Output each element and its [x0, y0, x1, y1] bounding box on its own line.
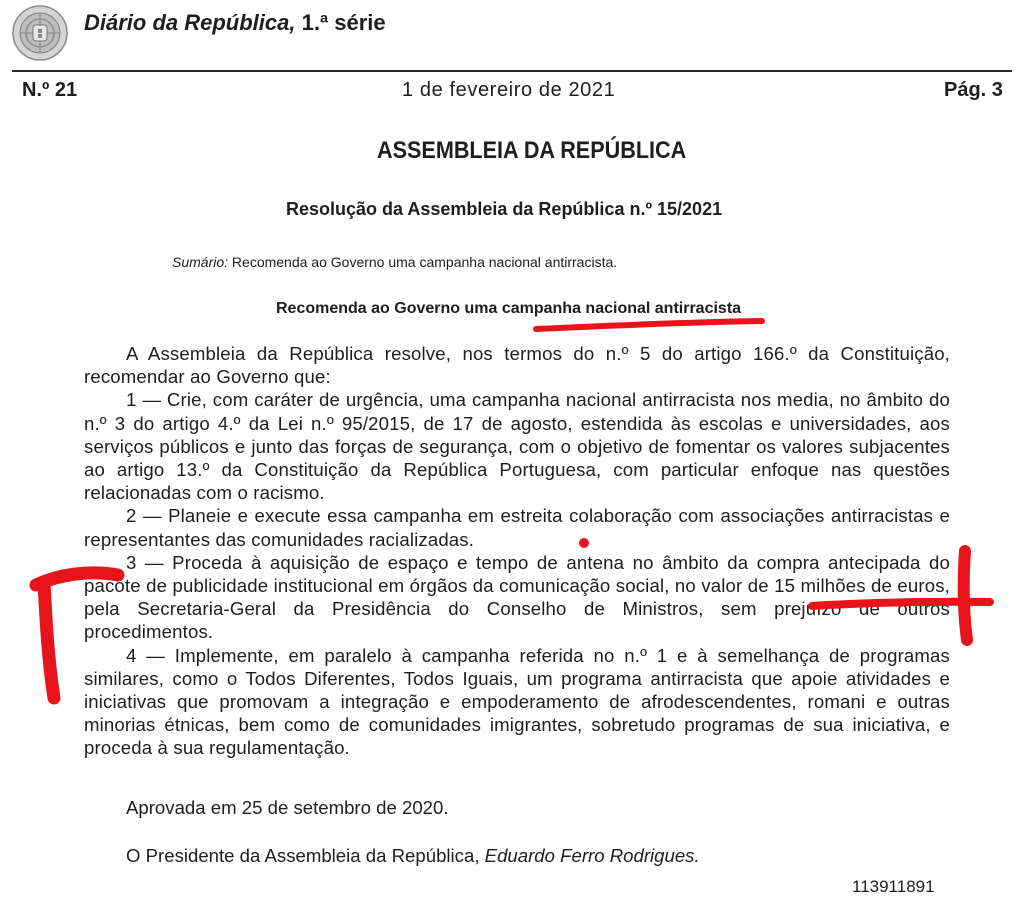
issuing-body-heading: ASSEMBLEIA DA REPÚBLICA — [377, 137, 687, 164]
clause-4: 4 — Implemente, em paralelo à campanha referida no n.º 1 e à semelhança de programas similares, como o Todos Diferentes, Todos Iguais, um programa antirracista que apoie atividades e iniciativas que promovam a integração e empoderamento de afrodescendentes, romani e outras minorias étnicas, bem como de comunidades imigrantes, sobretudo programas de sua iniciativa, e proceda à sua regulamentação. — [84, 644, 950, 759]
resolution-title: Resolução da Assembleia da República n.º 15/2021 — [286, 199, 723, 219]
summary — [172, 254, 617, 270]
journal-title — [84, 10, 386, 36]
cross-mark-vertical — [964, 551, 967, 640]
publication-date: 1 de fevereiro de 2021 — [402, 79, 616, 101]
signature-line — [126, 845, 700, 867]
issue-number: N.º 21 — [22, 79, 78, 101]
resolution-subtitle: Recomenda ao Governo uma campanha nacional antirracista — [276, 300, 742, 317]
document-id: 113911891 — [852, 877, 935, 896]
clause-2: 2 — Planeie e execute essa campanha em estreita colaboração com associações antirracistas e representantes das comunidades racializadas. — [84, 505, 950, 550]
underline-campanha — [536, 321, 762, 329]
clause-1: 1 — Crie, com caráter de urgência, uma campanha nacional antirracista nos media, no âmbito do n.º 3 do artigo 4.º da Lei n.º 95/2015, de 17 de agosto, estendida às escolas e universidades, aos serviços públicos e junto das forças de segurança, com o objetivo de fomentar os valores subjacentes ao artigo 13.º da Constituição da República Portuguesa, com particular enfoque nas questões relacionadas com o racismo. — [84, 389, 950, 504]
clause-3: 3 — Proceda à aquisição de espaço e tempo de antena no âmbito da compra antecipada do pacote de publicidade institucional em órgãos da comunicação social, no valor de 15 milhões de euros, pela Secretaria-Geral da Presidência do Conselho de Ministros, sem prejuízo de outros procedimentos. — [84, 551, 950, 643]
summary-label: Sumário: — [172, 254, 229, 270]
hook-mark-vertical — [44, 583, 54, 698]
page-number: Pág. 3 — [944, 79, 1003, 101]
journal-series: 1.ª série — [301, 10, 386, 35]
republic-seal-logo — [12, 5, 68, 61]
resolution-body — [84, 342, 950, 760]
journal-name: Diário da República, — [84, 10, 296, 35]
approval-date: Aprovada em 25 de setembro de 2020. — [126, 797, 449, 818]
signatory-name: Eduardo Ferro Rodrigues. — [484, 845, 700, 866]
summary-text: Recomenda ao Governo uma campanha nacional antirracista. — [231, 254, 618, 270]
signature-prefix: O Presidente da Assembleia da República, — [126, 845, 480, 866]
intro-paragraph: A Assembleia da República resolve, nos termos do n.º 5 do artigo 166.º da Constituição, recomendar ao Governo que: — [84, 343, 950, 388]
header-divider — [12, 70, 1012, 72]
